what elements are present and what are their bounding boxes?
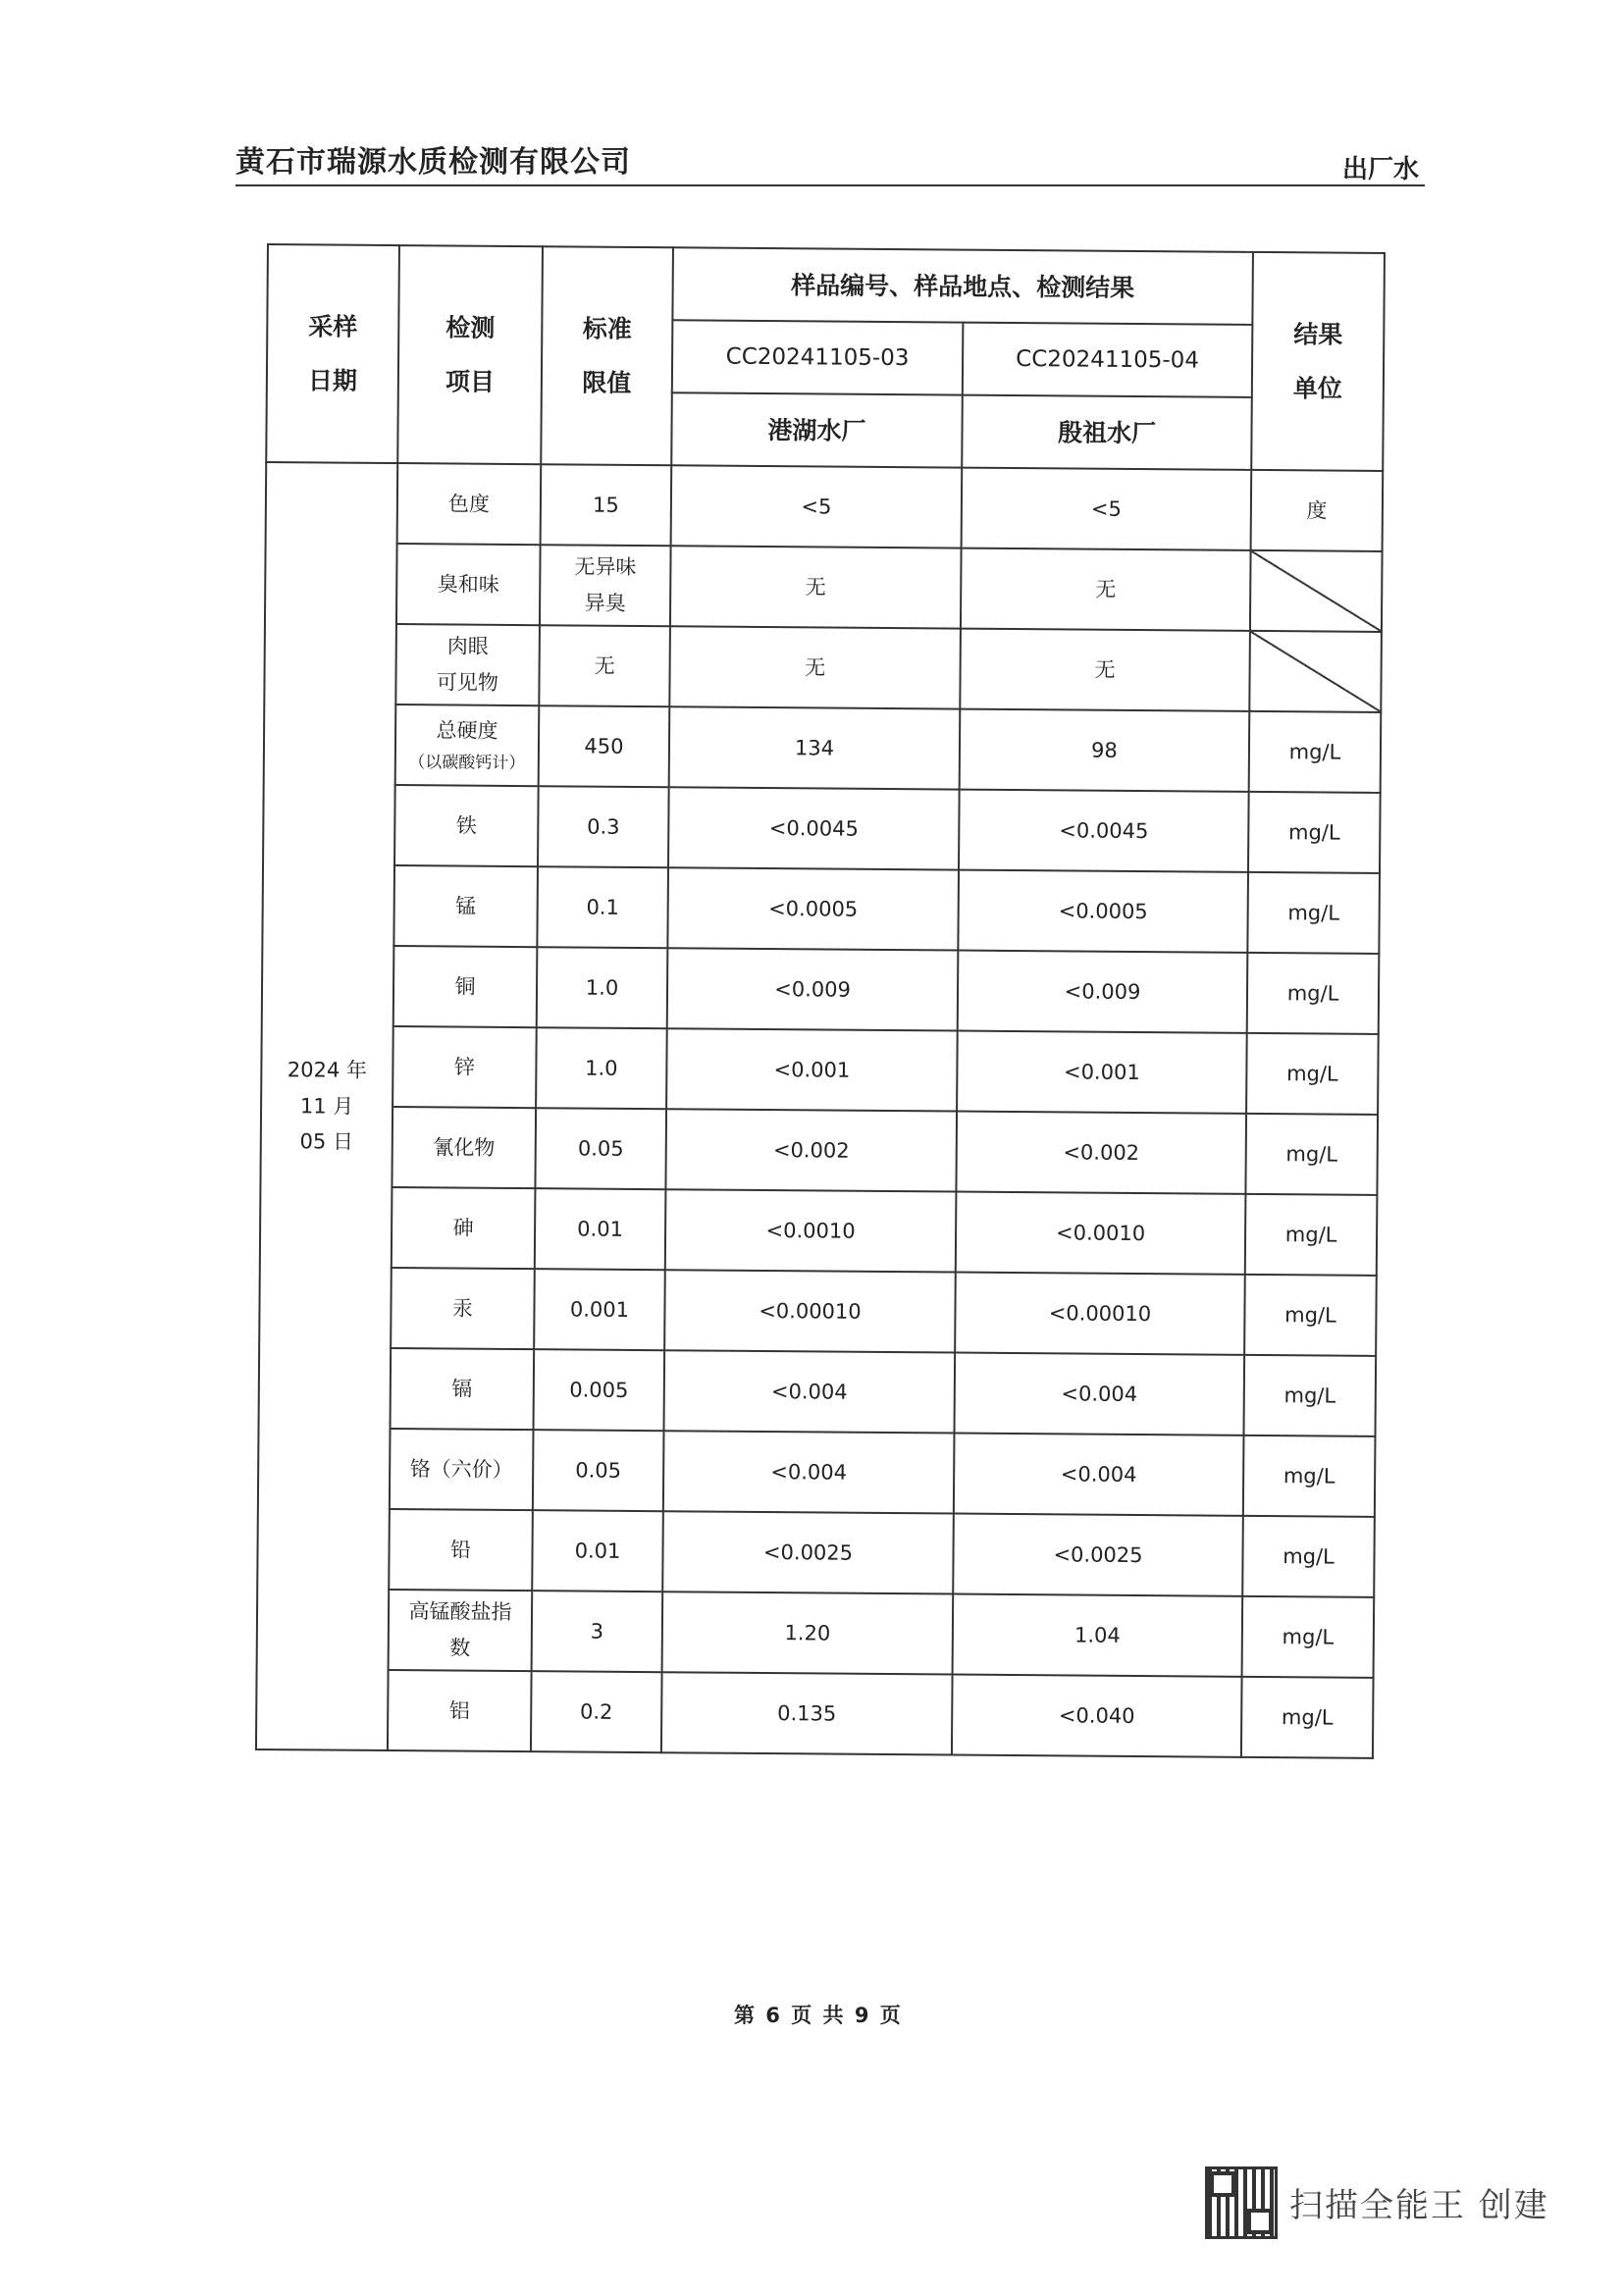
test-item: 铁 — [394, 785, 539, 866]
result-sample-2: <0.0045 — [959, 790, 1249, 872]
result-sample-2: <0.002 — [956, 1112, 1246, 1194]
result-sample-2: <0.0025 — [953, 1514, 1243, 1596]
page-number: 第 6 页 共 9 页 — [734, 2004, 903, 2027]
test-item: 汞 — [391, 1268, 535, 1349]
result-sample-1: <0.0025 — [662, 1511, 954, 1593]
result-sample-1: <0.004 — [663, 1431, 955, 1513]
standard-limit: 0.05 — [535, 1108, 666, 1189]
result-sample-2: <0.00010 — [955, 1273, 1245, 1355]
standard-limit: 0.01 — [532, 1510, 663, 1592]
unit-not-applicable — [1250, 550, 1383, 632]
qr-code-icon — [1205, 2166, 1278, 2239]
header-sampling-date: 采样 日期 — [266, 244, 399, 463]
test-item: 臭和味 — [396, 544, 541, 625]
result-sample-1: <0.009 — [667, 948, 959, 1030]
result-sample-2: 无 — [961, 548, 1251, 631]
table-row — [264, 623, 1382, 712]
table-row — [262, 864, 1380, 954]
sample-location-1: 港湖水厂 — [671, 392, 963, 467]
sampling-date: 2024 年 11 月 05 日 — [256, 462, 397, 1750]
result-sample-1: <0.001 — [666, 1028, 958, 1111]
test-item: 锌 — [393, 1026, 537, 1108]
table-row — [259, 1347, 1377, 1436]
result-sample-2: <0.004 — [954, 1434, 1244, 1516]
table-row — [262, 945, 1380, 1034]
test-item: 总硬度 （以碳酸钙计） — [395, 704, 540, 786]
standard-limit: 无 — [539, 625, 670, 706]
result-unit: mg/L — [1248, 792, 1381, 873]
result-sample-2: 98 — [960, 709, 1250, 792]
standard-limit: 15 — [541, 464, 672, 546]
result-unit: mg/L — [1242, 1516, 1375, 1597]
result-unit: mg/L — [1242, 1596, 1375, 1678]
result-sample-2: <0.0010 — [956, 1192, 1246, 1275]
sample-location-2: 殷祖水厂 — [962, 395, 1252, 470]
result-sample-2: <0.009 — [958, 951, 1248, 1033]
standard-limit: 0.001 — [534, 1269, 665, 1350]
standard-limit: 1.0 — [537, 947, 668, 1028]
result-sample-1: <0.004 — [664, 1350, 956, 1433]
test-item: 铝 — [388, 1670, 532, 1751]
result-sample-1: 1.20 — [662, 1592, 954, 1674]
table-row — [260, 1106, 1378, 1195]
test-item: 铬（六价） — [390, 1429, 534, 1510]
result-sample-1: <0.0045 — [668, 787, 960, 869]
header-test-item: 检测 项目 — [397, 245, 543, 464]
standard-limit: 450 — [539, 705, 670, 787]
result-unit: mg/L — [1241, 1677, 1374, 1758]
result-sample-1: <0.0005 — [667, 867, 959, 950]
test-item: 色度 — [397, 463, 542, 545]
table-row — [256, 1669, 1374, 1758]
standard-limit: 0.005 — [534, 1349, 665, 1431]
water-type-label: 出厂水 — [1342, 155, 1420, 184]
result-sample-2: <0.001 — [957, 1031, 1247, 1114]
result-unit: mg/L — [1249, 711, 1382, 793]
test-item: 砷 — [392, 1187, 536, 1269]
result-unit: mg/L — [1244, 1275, 1377, 1356]
header-divider — [236, 184, 1425, 186]
result-unit: mg/L — [1247, 872, 1380, 954]
result-sample-1: 无 — [670, 546, 962, 628]
result-unit: mg/L — [1243, 1435, 1376, 1517]
table-row — [265, 543, 1383, 632]
result-sample-2: <5 — [962, 468, 1252, 550]
table-row — [259, 1267, 1377, 1356]
header-result-unit: 结果 单位 — [1251, 252, 1385, 471]
standard-limit: 3 — [532, 1591, 663, 1672]
test-item: 铅 — [389, 1509, 533, 1591]
standard-limit: 0.01 — [535, 1188, 666, 1270]
result-sample-2: <0.040 — [952, 1675, 1242, 1757]
table-row — [264, 704, 1382, 793]
test-item: 铜 — [393, 946, 538, 1027]
sample-id-2: CC20241105-04 — [963, 323, 1253, 397]
result-sample-2: <0.004 — [954, 1353, 1244, 1435]
test-results-table — [255, 243, 1386, 1759]
result-unit: mg/L — [1245, 1194, 1378, 1276]
result-unit: mg/L — [1245, 1114, 1378, 1195]
table-row — [257, 1508, 1375, 1597]
scanner-watermark: 扫描全能王 创建 — [1289, 2186, 1549, 2225]
result-sample-2: 1.04 — [953, 1594, 1243, 1677]
standard-limit: 1.0 — [536, 1027, 667, 1109]
result-unit: mg/L — [1244, 1355, 1377, 1436]
result-unit: mg/L — [1246, 1033, 1379, 1115]
result-sample-2: <0.0005 — [958, 870, 1248, 953]
standard-limit: 无异味 异臭 — [540, 545, 671, 626]
test-item: 高锰酸盐指 数 — [389, 1590, 533, 1671]
result-sample-1: <0.00010 — [664, 1270, 956, 1352]
header-sample-group: 样品编号、样品地点、检测结果 — [672, 247, 1253, 325]
test-item: 镉 — [391, 1348, 535, 1430]
standard-limit: 0.1 — [537, 866, 668, 948]
result-unit: 度 — [1251, 470, 1384, 551]
test-item: 氰化物 — [392, 1107, 536, 1188]
unit-not-applicable — [1249, 631, 1382, 712]
result-sample-2: 无 — [960, 629, 1250, 711]
result-sample-1: <0.002 — [665, 1109, 957, 1191]
table-row — [257, 1589, 1375, 1678]
table-row — [263, 784, 1381, 873]
table-row — [260, 1186, 1378, 1276]
standard-limit: 0.05 — [533, 1430, 664, 1511]
result-sample-1: <0.0010 — [665, 1189, 957, 1272]
standard-limit: 0.3 — [538, 786, 669, 867]
standard-limit: 0.2 — [531, 1671, 662, 1752]
company-name: 黄石市瑞源水质检测有限公司 — [236, 145, 631, 180]
table-row — [258, 1428, 1376, 1517]
table-row — [266, 462, 1384, 551]
result-unit: mg/L — [1247, 953, 1380, 1034]
table-row — [261, 1025, 1379, 1115]
result-sample-1: 无 — [669, 626, 961, 708]
sample-id-1: CC20241105-03 — [672, 320, 964, 394]
result-sample-1: <5 — [671, 465, 963, 548]
test-item: 肉眼 可见物 — [395, 624, 540, 705]
result-sample-1: 0.135 — [661, 1672, 953, 1754]
result-sample-1: 134 — [669, 706, 961, 789]
test-item: 锰 — [393, 865, 538, 947]
header-standard-limit: 标准 限值 — [541, 246, 673, 465]
